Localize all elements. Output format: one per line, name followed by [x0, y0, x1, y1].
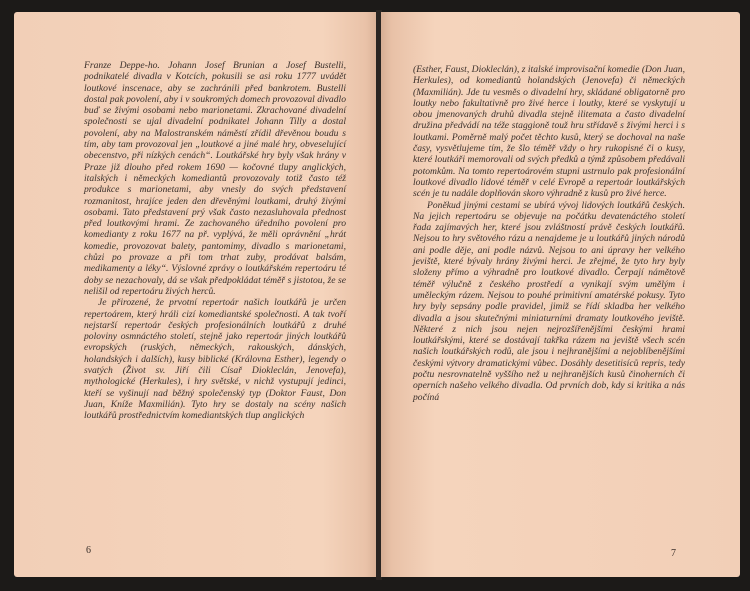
left-page-number: 6 [86, 545, 91, 556]
left-paragraph-2: Je přirozené, že prvotní repertoár našich loutkářů je určen repertoárem, který hráli cizí komediantské společnosti. A tak tvoří nejstarší repertoár českých profesionálních loutkářů z druhé poloviny osmnáctého století, stejně jako repertoár jiných loutkářů evropských (ruských, německých, rakouských, dánských, holandských i dalších), kusy biblické (Královna Esther), legendy o svatých (Život sv. Jiří čili Císař Diokleclán, Jenovefa), mythologické (Herkules), i hry světské, v nichž vystupují jedinci, kteří se vyšinují nad běžný společenský typ (Doktor Faust, Don Juan, Kníže Maxmilián). Tyto hry se dostaly na scény našich loutkářů prostřednictvím komediantských tlup anglických [84, 297, 346, 422]
right-paragraph-2: Poněkud jinými cestami se ubírá vývoj lidových loutkářů českých. Na jejich repertoáru se objevuje na počátku devatenáctého století řada zajímavých her, které jsou zvláštností právě českých loutkářů. Nejsou to hry světového rázu a nenajdeme je u loutkářů jiných národů ani podle děje, ani podle názvů. Nejsou to ani úpravy her velkého jeviště, které bývaly hrány živými herci. Je zřejmé, že tyto hry byly složeny přímo a výhradně pro loutkové divadlo. Čerpají námětově téměř výlučně z českého prostředí a vynikají svým umělým i uměleckým rázem. Nejsou to pouhé primitivní amatérské pokusy. Tyto hry byly sepsány podle pravidel, jimiž se řídí skladba her velkého divadla a jsou skutečnými miniaturními dramaty loutkového jeviště. Některé z nich jsou nejen nejrozšířenějšími českými hrami loutkářskými, které se dostávají takřka rázem na jeviště všech scén našich loutkářských rodů, ale jsou i nejhranějšími a nejoblíbenějšími českými výtvory dramatickými vůbec. Dosáhly desetitisíců repris, tedy počtu nesrovnatelně vyššího než u nejhranějších kusů činoherních či operních našeho velkého divadla. Od prvních dob, kdy si kritika a nás počíná [413, 199, 685, 403]
right-paragraph-1: (Esther, Faust, Diokleclán), z italské improvisační komedie (Don Juan, Herkules), od komediantů holandských (Jenovefa) či německých (Maxmilián). Jde tu vesměs o divadelní hry, skládané obligatorně pro loutky nebo fakultativně pro živé herce i loutky, které se vyskytují u obou jmenovaných druhů divadla stejně ilitemata a často divadelní družina předvádí na téže staggioně touž hru střídavě s živými herci i s loutkami. Poměrně malý počet těchto kusů, který se dochoval na naše časy, vysvětlujeme tím, že šlo téměř vždy o hry rukopisné či o kusy, které loutkáři memorovali od svých předků a týmž způsobem předávali potomkům. Na tomto repertoárovém stupni ustrnulo pak profesionální loutkové divadlo lidové téměř v celé Evropě a repertoár loutkářských scén je tu nadále doplňován skoro výhradně z kusů pro živé herce. [413, 64, 685, 200]
left-page [14, 12, 377, 577]
right-page [381, 12, 740, 577]
right-page-text [413, 64, 685, 403]
right-page-number: 7 [671, 548, 676, 559]
left-paragraph-1: Franze Deppe-ho. Johann Josef Brunian a Josef Bustelli, podnikatelé divadla v Kotcích, pokusili se asi roku 1777 uvádět loutkové inscenace, aby se zachránili před bankrotem. Bustelli dostal pak povolení, aby i v soukromých domech provozoval divadlo buď se živými osobami nebo marionetami. Zkrachované divadelní společnosti se ujal divadelní podnikatel Johann Tilly a dostal povolení, aby na Malostranském náměstí zřídil dřevěnou boudu s tím, aby tam provozoval jen „loutkové a jiné malé hry, obveselující obecenstvo, při nízkých cenách“. Loutkářské hry byly však hrány v Praze již dlouho před rokem 1690 — kočovné tlupy anglických, italských i německých komediantů provozovaly totiž často též produkce s marionetami, aby vnesly do svých představení rozmanitost, hrajíce jeden den dřevěnými loutkami, druhý živými osobami. Tato představení prý však často nezasluhovala přednost před loutkovými hrami. Ze zachovaného úředního povolení pro komedianty z roku 1677 na př. vyplývá, že měli oprávnění „hrát komedie, provozovat balety, pantomimy, divadlo s marionetami, chůzi po provaze a při tom trhat zuby, prodávat balsám, medikamenty a léky“. Výslovné zprávy o loutkářském repertoáru té doby se nezachovaly, dá se však předpokládat téměř s jistotou, že se nelišil od repertoáru živých herců. [84, 60, 346, 297]
left-page-text [84, 60, 346, 422]
